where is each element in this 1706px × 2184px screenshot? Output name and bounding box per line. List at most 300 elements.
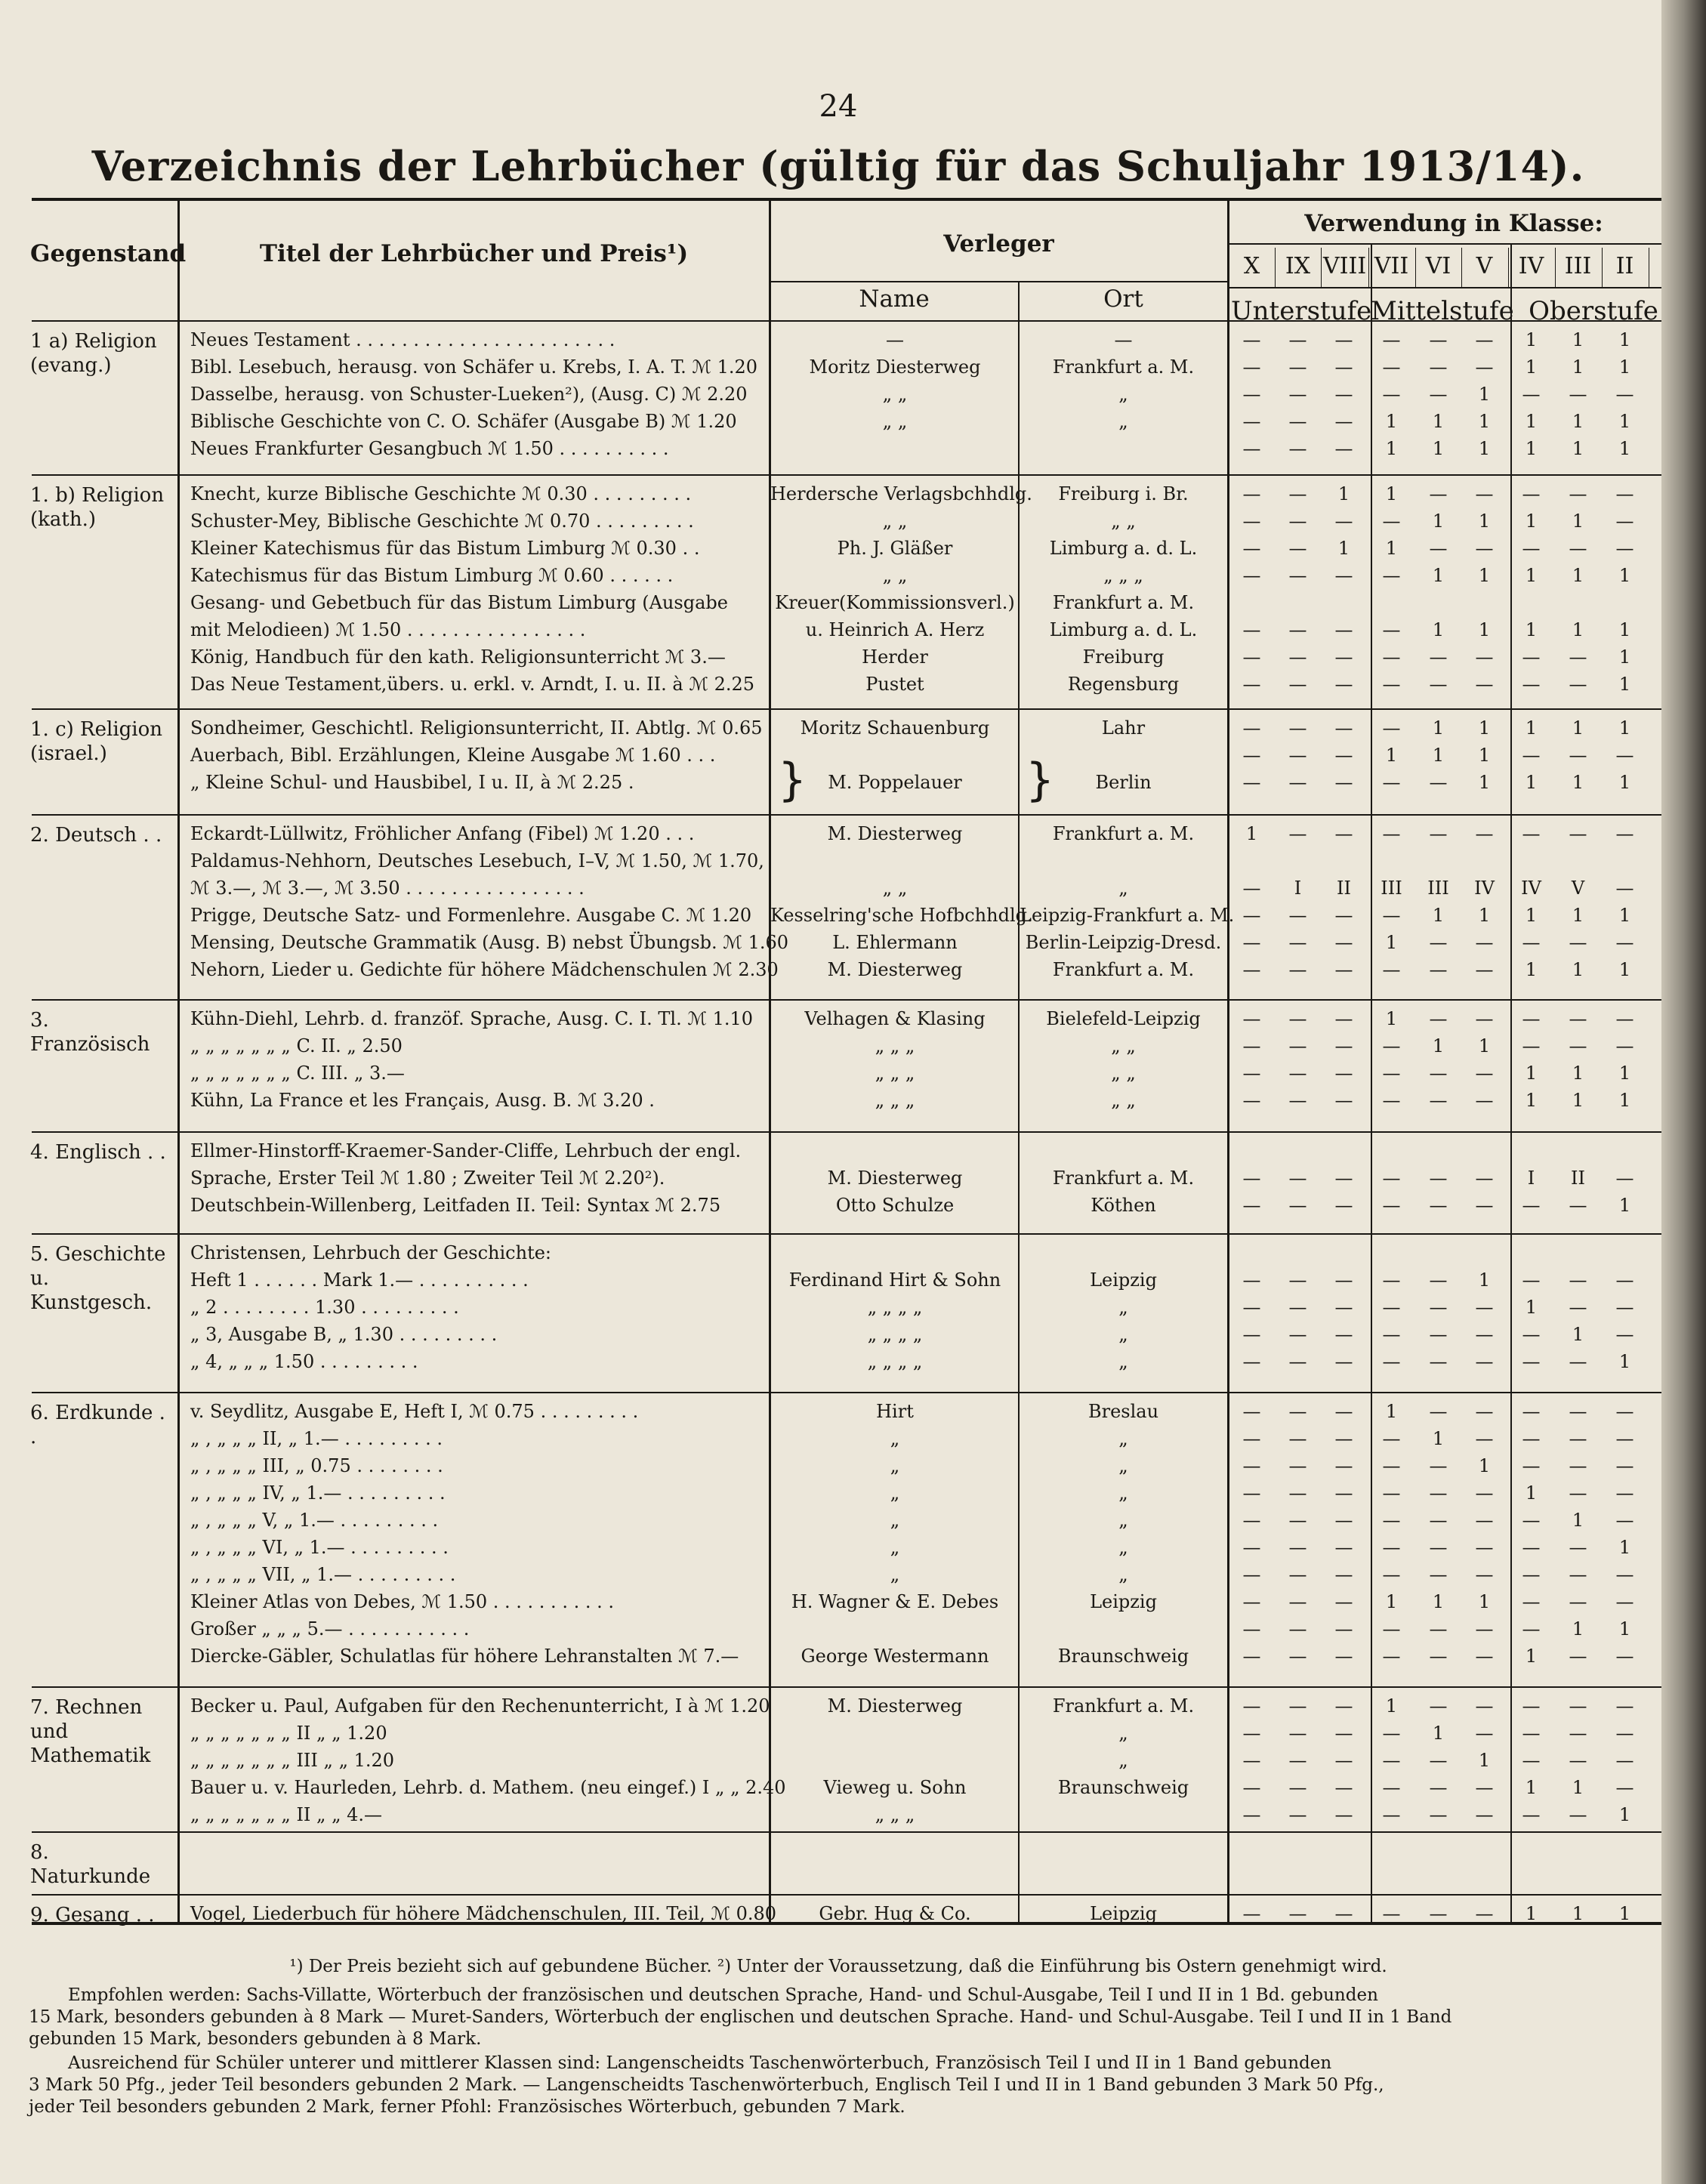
usage-cell: — [1475, 356, 1494, 378]
usage-cell: — [1429, 1804, 1448, 1825]
usage-cell: — [1615, 1455, 1634, 1476]
usage-cell: 1 [1572, 772, 1584, 793]
usage-cell: — [1382, 1510, 1401, 1531]
stufe-oberstufe: Oberstufe [1529, 296, 1658, 326]
table-row [0, 592, 1677, 619]
usage-cell: — [1522, 1510, 1541, 1531]
usage-cell: — [1288, 411, 1307, 432]
book-title: Neues Testament . . . . . . . . . . . . . . . . . . . . . . . [190, 329, 615, 350]
usage-header-rule [1229, 243, 1692, 245]
usage-cell: — [1288, 1351, 1307, 1372]
usage-cell: — [1475, 1695, 1494, 1717]
usage-cell: 1 [1337, 538, 1350, 559]
usage-cell: — [1475, 1723, 1494, 1744]
usage-cell: — [1242, 1777, 1261, 1798]
usage-cell: — [1569, 823, 1587, 844]
usage-cell: — [1522, 1695, 1541, 1717]
book-title: Dasselbe, herausg. von Schuster-Lueken²), (Ausg. C) ℳ 2.20 [190, 384, 748, 405]
usage-cell: 1 [1618, 565, 1631, 586]
usage-cell: — [1242, 619, 1261, 640]
usage-cell: — [1242, 483, 1261, 504]
book-title: Christensen, Lehrbuch der Geschichte: [190, 1242, 552, 1263]
usage-cell: — [1242, 1537, 1261, 1558]
subject-label: 7. Rechnen und Mathematik [30, 1696, 151, 1767]
publisher-name: Herdersche Verlagsbchhdlg. [770, 483, 1032, 504]
usage-cell: 1 [1572, 329, 1584, 350]
usage-cell: 1 [1525, 619, 1538, 640]
usage-cell: — [1334, 356, 1353, 378]
publisher-place: „ „ „ [1103, 565, 1143, 586]
table-row [0, 411, 1677, 438]
subject-label: 1. c) Religion (israel.) [30, 718, 162, 765]
usage-cell: — [1334, 932, 1353, 953]
usage-cell: 1 [1385, 1695, 1398, 1717]
usage-cell: — [1475, 1401, 1494, 1422]
usage-cell: — [1334, 905, 1353, 926]
subject-label: 4. Englisch . . [30, 1141, 166, 1164]
usage-cell: — [1475, 1564, 1494, 1585]
usage-cell: — [1288, 959, 1307, 980]
book-title: Biblische Geschichte von C. O. Schäfer (Ausgabe B) ℳ 1.20 [190, 411, 737, 432]
publisher-place: Freiburg i. Br. [1058, 483, 1189, 504]
publisher-name: M. Diesterweg [827, 1695, 963, 1717]
publisher-name: Velhagen & Klasing [804, 1008, 986, 1029]
book-title: Paldamus-Nehhorn, Deutsches Lesebuch, I–V, ℳ 1.50, ℳ 1.70, [190, 850, 764, 871]
usage-cell: — [1382, 1297, 1401, 1318]
usage-cell: — [1334, 619, 1353, 640]
usage-cell: — [1242, 329, 1261, 350]
book-title: „ , „ „ „ II, „ 1.— . . . . . . . . . [190, 1428, 443, 1449]
book-title: Diercke-Gäbler, Schulatlas für höhere Lehranstalten ℳ 7.— [190, 1646, 739, 1667]
usage-cell: — [1569, 1195, 1587, 1216]
usage-cell: — [1334, 1618, 1353, 1640]
usage-cell: — [1615, 1723, 1634, 1744]
usage-cell: — [1334, 1804, 1353, 1825]
usage-cell: — [1615, 1297, 1634, 1318]
usage-cell: — [1242, 1401, 1261, 1422]
publisher-place: Freiburg [1082, 646, 1165, 668]
usage-cell: — [1475, 1168, 1494, 1189]
usage-cell: 1 [1525, 1297, 1538, 1318]
usage-cell: — [1242, 1195, 1261, 1216]
usage-cell: 1 [1572, 905, 1584, 926]
subject-label: 3. Französisch [30, 1009, 150, 1056]
usage-cell: 1 [1385, 411, 1398, 432]
usage-cell: 1 [1432, 565, 1445, 586]
footnote-line: ¹) Der Preis bezieht sich auf gebundene Bücher. ²) Unter der Voraussetzung, daß die Einführung bis Ostern genehmigt wird. [289, 1957, 1387, 1976]
table-row [0, 1723, 1677, 1750]
usage-cell: — [1522, 1564, 1541, 1585]
usage-cell: — [1615, 483, 1634, 504]
table-row [0, 1063, 1677, 1090]
usage-cell: — [1242, 1090, 1261, 1111]
usage-cell: 1 [1572, 511, 1584, 532]
usage-cell: — [1334, 674, 1353, 695]
class-header-IX: IX [1285, 253, 1311, 279]
table-row [0, 1428, 1677, 1455]
usage-cell: — [1382, 1723, 1401, 1744]
usage-cell: — [1522, 1428, 1541, 1449]
usage-cell: 1 [1478, 565, 1491, 586]
usage-cell: — [1429, 1618, 1448, 1640]
usage-cell: — [1242, 1324, 1261, 1345]
usage-cell: — [1429, 1168, 1448, 1189]
usage-cell: — [1242, 1428, 1261, 1449]
usage-cell: — [1382, 1537, 1401, 1558]
usage-cell: — [1288, 1618, 1307, 1640]
usage-cell: — [1615, 878, 1634, 899]
book-title: „ „ „ „ „ „ „ C. II. „ 2.50 [190, 1035, 403, 1057]
usage-cell: 1 [1572, 619, 1584, 640]
usage-cell: 1 [1385, 932, 1398, 953]
usage-cell: 1 [1478, 717, 1491, 739]
usage-cell: — [1334, 438, 1353, 459]
usage-cell: — [1242, 1455, 1261, 1476]
usage-cell: — [1334, 1351, 1353, 1372]
usage-cell: — [1569, 1008, 1587, 1029]
usage-cell: — [1569, 1804, 1587, 1825]
usage-cell: — [1569, 1482, 1587, 1504]
usage-cell: II [1571, 1168, 1585, 1189]
usage-cell: — [1569, 646, 1587, 668]
usage-cell: — [1569, 745, 1587, 766]
usage-cell: 1 [1432, 905, 1445, 926]
publisher-name: „ [890, 1482, 900, 1504]
class-header-rule [1229, 287, 1692, 288]
table-row [0, 511, 1677, 538]
table-row [0, 823, 1677, 850]
usage-cell: — [1615, 1646, 1634, 1667]
usage-cell: 1 [1478, 772, 1491, 793]
usage-cell: — [1569, 674, 1587, 695]
table-row [0, 1591, 1677, 1618]
usage-cell: — [1522, 1008, 1541, 1029]
publisher-name: Ph. J. Gläßer [837, 538, 953, 559]
section-divider [32, 1131, 1692, 1133]
usage-cell: — [1288, 384, 1307, 405]
usage-cell: — [1382, 511, 1401, 532]
usage-cell: — [1334, 1428, 1353, 1449]
usage-cell: — [1382, 1618, 1401, 1640]
table-row [0, 1646, 1677, 1673]
book-title: „ 3, Ausgabe B, „ 1.30 . . . . . . . . . [190, 1324, 498, 1345]
usage-cell: — [1334, 1168, 1353, 1189]
section-divider [32, 474, 1692, 476]
usage-cell: 1 [1385, 538, 1398, 559]
usage-cell: 1 [1572, 411, 1584, 432]
usage-cell: 1 [1618, 329, 1631, 350]
publisher-name: M. Diesterweg [827, 959, 963, 980]
usage-cell: — [1429, 1695, 1448, 1717]
usage-cell: — [1569, 1646, 1587, 1667]
book-title: Das Neue Testament,übers. u. erkl. v. Arndt, I. u. II. à ℳ 2.25 [190, 674, 755, 695]
usage-cell: — [1522, 1804, 1541, 1825]
book-title: „ „ „ „ „ „ „ II „ „ 4.— [190, 1804, 383, 1825]
book-title: ℳ 3.—, ℳ 3.—, ℳ 3.50 . . . . . . . . . . . . . . . . [190, 878, 585, 899]
usage-cell: — [1615, 1750, 1634, 1771]
book-title: „ , „ „ „ III, „ 0.75 . . . . . . . . [190, 1455, 443, 1476]
section-divider [32, 708, 1692, 710]
usage-cell: 1 [1618, 1618, 1631, 1640]
usage-cell: — [1382, 1168, 1401, 1189]
table-row [0, 1324, 1677, 1351]
usage-cell: — [1242, 1168, 1261, 1189]
usage-cell: — [1242, 1695, 1261, 1717]
publisher-place: „ [1118, 1564, 1128, 1585]
publisher-place: Regensburg [1067, 674, 1180, 695]
usage-cell: — [1242, 1510, 1261, 1531]
publisher-name: M. Diesterweg [827, 823, 963, 844]
usage-cell: — [1242, 1646, 1261, 1667]
publisher-name: Herder [862, 646, 928, 668]
usage-cell: — [1569, 1035, 1587, 1057]
publisher-place: Breslau [1087, 1401, 1159, 1422]
usage-cell: — [1615, 1401, 1634, 1422]
publisher-place: „ „ [1111, 1035, 1136, 1057]
usage-cell: — [1475, 1903, 1494, 1924]
usage-cell: 1 [1618, 411, 1631, 432]
usage-cell: — [1242, 717, 1261, 739]
usage-cell: — [1288, 1750, 1307, 1771]
publisher-name: „ „ „ „ [867, 1297, 923, 1318]
usage-cell: 1 [1525, 329, 1538, 350]
usage-cell: — [1288, 483, 1307, 504]
usage-cell: 1 [1618, 959, 1631, 980]
usage-cell: 1 [1618, 1090, 1631, 1111]
usage-cell: 1 [1525, 438, 1538, 459]
book-title: Vogel, Liederbuch für höhere Mädchenschulen, III. Teil, ℳ 0.80 [190, 1903, 777, 1924]
publisher-name: „ „ [882, 384, 908, 405]
table-row [0, 1750, 1677, 1777]
usage-cell: 1 [1525, 1646, 1538, 1667]
usage-cell: — [1382, 772, 1401, 793]
usage-cell: 1 [1618, 1351, 1631, 1372]
usage-cell: — [1382, 717, 1401, 739]
usage-cell: 1 [1525, 959, 1538, 980]
usage-cell: — [1334, 1482, 1353, 1504]
book-title: Bauer u. v. Haurleden, Lehrb. d. Mathem. (neu eingef.) I „ „ 2.40 [190, 1777, 786, 1798]
usage-cell: — [1429, 356, 1448, 378]
section-divider [32, 1233, 1692, 1235]
usage-cell: — [1429, 1482, 1448, 1504]
usage-cell: — [1569, 1455, 1587, 1476]
book-title: „ „ „ „ „ „ „ II „ „ 1.20 [190, 1723, 387, 1744]
table-row [0, 878, 1677, 905]
usage-cell: — [1288, 1591, 1307, 1612]
table-row [0, 1804, 1677, 1831]
usage-cell: — [1522, 1591, 1541, 1612]
usage-cell: — [1242, 905, 1261, 926]
usage-cell: — [1288, 565, 1307, 586]
usage-cell: — [1615, 1035, 1634, 1057]
usage-cell: — [1242, 1035, 1261, 1057]
usage-cell: — [1522, 384, 1541, 405]
publisher-place: „ [1118, 384, 1128, 405]
header-subject: Gegenstand [30, 240, 187, 267]
usage-cell: — [1288, 1482, 1307, 1504]
usage-cell: — [1569, 1537, 1587, 1558]
usage-cell: — [1475, 1351, 1494, 1372]
usage-cell: — [1475, 1804, 1494, 1825]
usage-cell: — [1288, 1537, 1307, 1558]
publisher-place: „ [1118, 1537, 1128, 1558]
usage-cell: 1 [1572, 1324, 1584, 1345]
usage-cell: — [1382, 1750, 1401, 1771]
table-row [0, 1777, 1677, 1804]
class-header-III: III [1564, 253, 1592, 279]
usage-cell: 1 [1618, 717, 1631, 739]
usage-cell: — [1242, 1297, 1261, 1318]
usage-cell: — [1382, 823, 1401, 844]
publisher-name: u. Heinrich A. Herz [805, 619, 985, 640]
usage-cell: — [1288, 1777, 1307, 1798]
usage-cell: — [1429, 1903, 1448, 1924]
book-title: mit Melodieen) ℳ 1.50 . . . . . . . . . . . . . . . . [190, 619, 586, 640]
footnote-line: Ausreichend für Schüler unterer und mittlerer Klassen sind: Langenscheidts Taschenwörterbuch, Französisch Teil I und II in 1 Band gebunden [68, 2053, 1332, 2073]
publisher-place: „ [1118, 1482, 1128, 1504]
section-divider [32, 999, 1692, 1001]
usage-cell: — [1429, 1455, 1448, 1476]
usage-cell: II [1337, 878, 1351, 899]
book-title: Neues Frankfurter Gesangbuch ℳ 1.50 . . . . . . . . . . [190, 438, 669, 459]
publisher-name: M. Poppelauer [828, 772, 962, 793]
usage-cell: — [1522, 1195, 1541, 1216]
usage-cell: — [1288, 1510, 1307, 1531]
book-title: Großer „ „ „ 5.— . . . . . . . . . . . [190, 1618, 470, 1640]
publisher-name: „ „ [882, 878, 908, 899]
page-title: Verzeichnis der Lehrbücher (gültig für das Schuljahr 1913/14). [91, 142, 1585, 190]
class-header-V: V [1476, 253, 1493, 279]
usage-cell: 1 [1432, 619, 1445, 640]
usage-cell: 1 [1478, 1591, 1491, 1612]
usage-cell: — [1382, 1351, 1401, 1372]
book-title: „ „ „ „ „ „ „ C. III. „ 3.— [190, 1063, 405, 1084]
usage-cell: — [1334, 1090, 1353, 1111]
usage-cell: — [1334, 1008, 1353, 1029]
usage-cell: — [1569, 1564, 1587, 1585]
usage-cell: — [1288, 619, 1307, 640]
usage-cell: — [1242, 1351, 1261, 1372]
table-row [0, 745, 1677, 772]
table-row [0, 674, 1677, 701]
usage-cell: — [1334, 1646, 1353, 1667]
book-title: Kühn-Diehl, Lehrb. d. franzöf. Sprache, Ausg. C. I. Tl. ℳ 1.10 [190, 1008, 754, 1029]
usage-cell: 1 [1572, 1090, 1584, 1111]
usage-cell: — [1288, 1723, 1307, 1744]
usage-cell: 1 [1432, 1428, 1445, 1449]
usage-cell: — [1569, 1723, 1587, 1744]
table-row [0, 1242, 1677, 1269]
usage-cell: — [1429, 1090, 1448, 1111]
usage-cell: — [1242, 1618, 1261, 1640]
table-row [0, 329, 1677, 356]
usage-cell: — [1382, 1646, 1401, 1667]
publisher-name: „ [890, 1428, 900, 1449]
usage-cell: — [1288, 1903, 1307, 1924]
usage-cell: — [1334, 1269, 1353, 1291]
usage-cell: — [1522, 1618, 1541, 1640]
usage-cell: — [1475, 1195, 1494, 1216]
usage-cell: — [1288, 905, 1307, 926]
usage-cell: — [1334, 717, 1353, 739]
usage-cell: — [1242, 411, 1261, 432]
usage-cell: 1 [1245, 823, 1258, 844]
table-row [0, 384, 1677, 411]
usage-cell: 1 [1572, 1903, 1584, 1924]
footnote-line: 3 Mark 50 Pfg., jeder Teil besonders gebunden 2 Mark. — Langenscheidts Taschenwörterbuch, Englisch Teil I und II in 1 Band gebunden 3 Mark 50 Pfg., [29, 2075, 1384, 2095]
publisher-place: Lahr [1101, 717, 1146, 739]
usage-cell: — [1615, 538, 1634, 559]
usage-cell: — [1288, 1455, 1307, 1476]
book-title: „ , „ „ „ V, „ 1.— . . . . . . . . . [190, 1510, 439, 1531]
usage-cell: — [1242, 1750, 1261, 1771]
usage-cell: — [1615, 1564, 1634, 1585]
usage-cell: — [1522, 823, 1541, 844]
usage-cell: — [1288, 717, 1307, 739]
usage-cell: 1 [1572, 1618, 1584, 1640]
usage-cell: — [1382, 1195, 1401, 1216]
usage-cell: — [1429, 538, 1448, 559]
book-title: Ellmer-Hinstorff-Kraemer-Sander-Cliffe, Lehrbuch der engl. [190, 1140, 742, 1161]
publisher-place: Köthen [1091, 1195, 1156, 1216]
usage-cell: — [1334, 1510, 1353, 1531]
subject-label: 1 a) Religion (evang.) [30, 330, 157, 377]
table-row [0, 1510, 1677, 1537]
usage-cell: — [1288, 1035, 1307, 1057]
publisher-name: „ „ „ [875, 1035, 915, 1057]
usage-cell: — [1382, 1564, 1401, 1585]
usage-cell: — [1522, 1324, 1541, 1345]
usage-cell: — [1334, 1591, 1353, 1612]
usage-cell: 1 [1478, 745, 1491, 766]
publisher-name: „ „ [882, 411, 908, 432]
usage-cell: — [1429, 1269, 1448, 1291]
publisher-name: Kesselring'sche Hofbchhdlg. [770, 905, 1033, 926]
usage-cell: — [1522, 1750, 1541, 1771]
usage-cell: 1 [1618, 356, 1631, 378]
usage-cell: 1 [1525, 1090, 1538, 1111]
subject-label: 2. Deutsch . . [30, 824, 162, 847]
book-title: Deutschbein-Willenberg, Leitfaden II. Teil: Syntax ℳ 2.75 [190, 1195, 721, 1216]
publisher-name: Ferdinand Hirt & Sohn [788, 1269, 1001, 1291]
usage-cell: 1 [1572, 565, 1584, 586]
usage-cell: 1 [1572, 356, 1584, 378]
usage-cell: — [1522, 1401, 1541, 1422]
table-row [0, 1140, 1677, 1168]
usage-cell: V [1571, 878, 1585, 899]
usage-cell: — [1522, 1351, 1541, 1372]
book-title: „ 2 . . . . . . . . 1.30 . . . . . . . . . [190, 1297, 459, 1318]
publisher-header-rule [770, 281, 1228, 282]
usage-cell: 1 [1618, 1804, 1631, 1825]
usage-cell: — [1429, 1063, 1448, 1084]
publisher-name: George Westermann [801, 1646, 989, 1667]
usage-cell: — [1429, 772, 1448, 793]
usage-cell: — [1569, 538, 1587, 559]
usage-cell: — [1382, 646, 1401, 668]
usage-cell: — [1382, 329, 1401, 350]
usage-cell: — [1334, 565, 1353, 586]
usage-cell: 1 [1618, 772, 1631, 793]
usage-cell: — [1242, 745, 1261, 766]
publisher-place: Frankfurt a. M. [1052, 356, 1195, 378]
usage-cell: 1 [1432, 717, 1445, 739]
publisher-name: „ „ „ „ [867, 1351, 923, 1372]
table-row [0, 1090, 1677, 1117]
table-row [0, 1035, 1677, 1063]
usage-cell: 1 [1618, 1903, 1631, 1924]
usage-cell: — [1429, 1401, 1448, 1422]
